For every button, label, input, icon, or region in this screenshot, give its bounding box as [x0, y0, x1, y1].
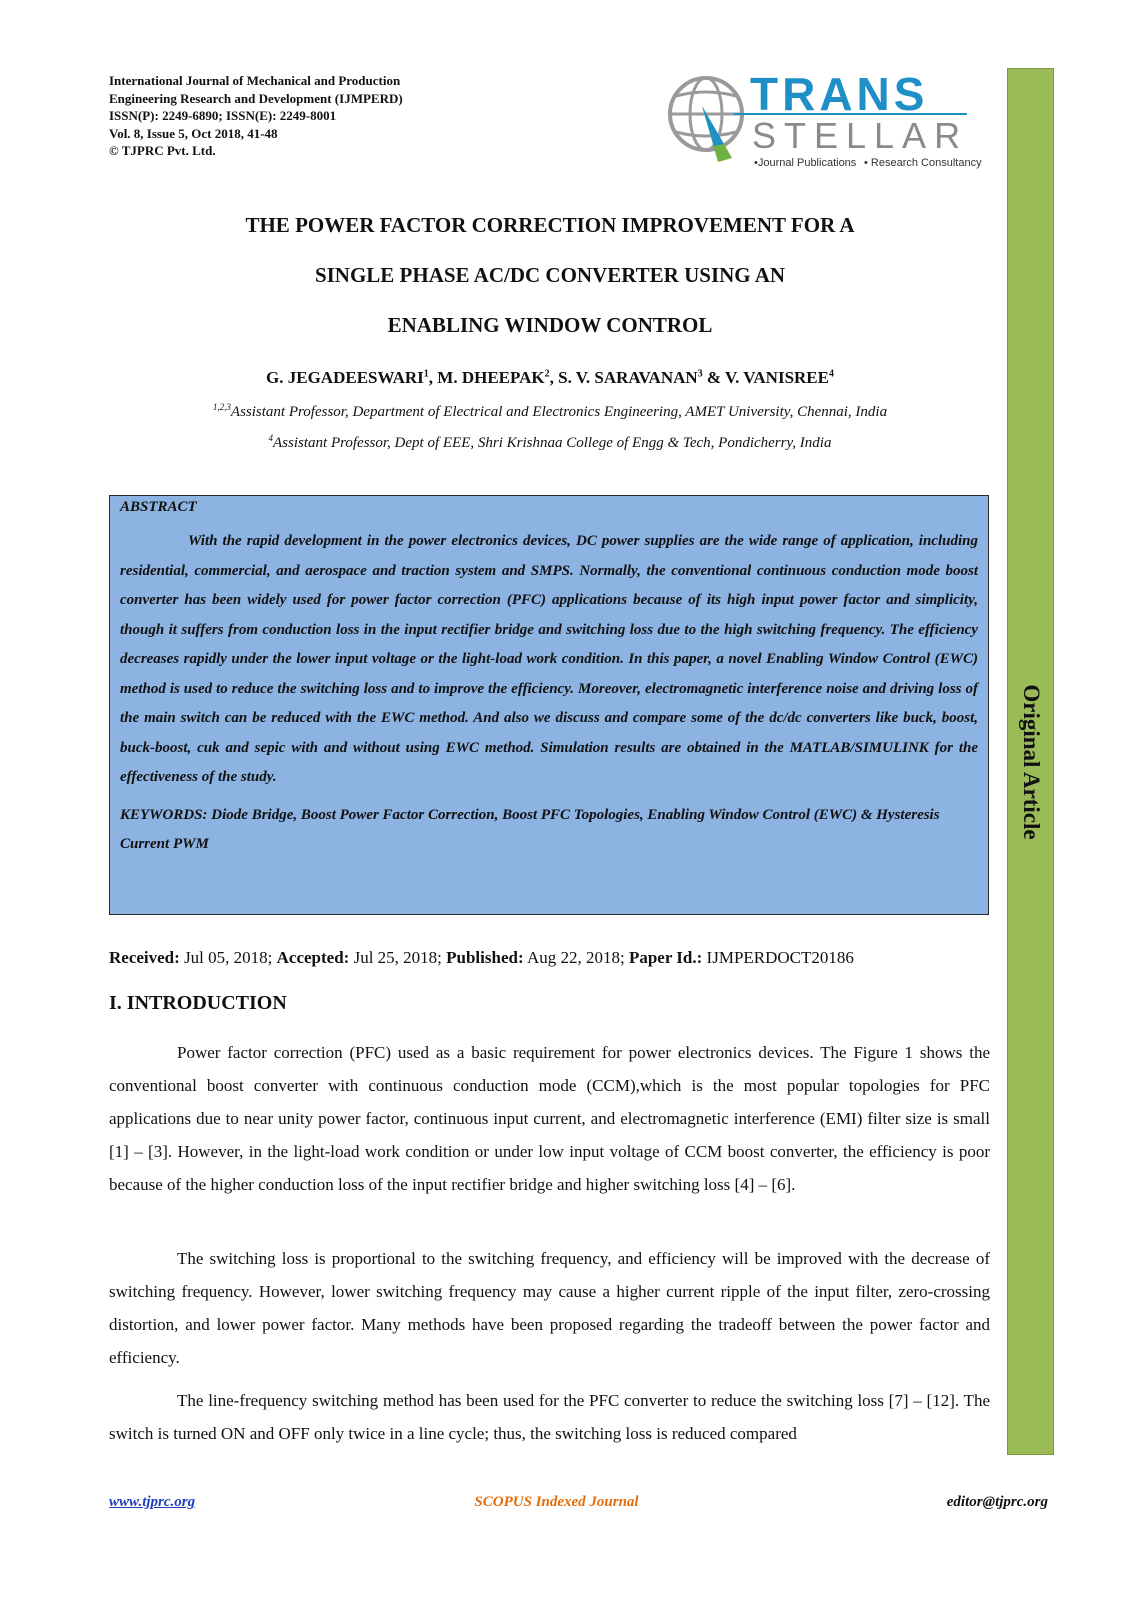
- logo-word-trans: TRANS: [750, 68, 929, 120]
- journal-issn: ISSN(P): 2249-6890; ISSN(E): 2249-8001: [109, 108, 337, 123]
- footer-email: editor@tjprc.org: [946, 1494, 1048, 1510]
- author-name: G. JEGADEESWARI: [266, 368, 424, 387]
- trans-stellar-logo: [662, 66, 992, 170]
- author-name: V. VANISREE: [725, 368, 829, 387]
- keywords: [120, 801, 978, 860]
- logo-word-stellar: STELLAR: [752, 115, 969, 156]
- affiliation-1: [100, 402, 1000, 421]
- affiliation-text: Assistant Professor, Dept of EEE, Shri Krishnaa College of Engg & Tech, Pondicherry, India: [273, 435, 832, 451]
- authors: G. JEGADEESWARI$^1$, M. DHEEPAK$^2$, S. V. SARAVANAN$^3$ & V. VANISREE$^4$: [266, 368, 834, 387]
- journal-info: [109, 72, 589, 160]
- author-name: S. V. SARAVANAN: [558, 368, 698, 387]
- author-sup: 1: [423, 368, 429, 380]
- accepted-date: Jul 25, 2018;: [353, 948, 442, 967]
- section-heading: I. INTRODUCTION: [109, 992, 287, 1014]
- published-date: Aug 22, 2018;: [526, 948, 625, 967]
- journal-name-line1: International Journal of Mechanical and Production: [109, 73, 401, 88]
- footer-website-link[interactable]: www.tjprc.org: [109, 1494, 196, 1510]
- author-sup: 2: [544, 368, 550, 380]
- affiliation-sup: 4: [268, 433, 274, 443]
- paper-id: IJMPERDOCT20186: [706, 948, 854, 967]
- abstract-box: [109, 495, 989, 915]
- article-type-label: Original Article: [1018, 683, 1044, 840]
- author-name: M. DHEEPAK: [437, 368, 545, 387]
- received-date: Jul 05, 2018;: [184, 948, 273, 967]
- paragraph: Power factor correction (PFC) used as a basic requirement for power electronics devices. The Figure 1 shows the conventional boost converter with continuous conduction mode (CCM),which is the most popular topologies for PFC applications due to near unity power factor, continuous input current, and electromagnetic interference (EMI) filter size is small [1] – [3]. However, in the light-load work condition or under low input voltage of CCM boost converter, the efficiency is poor because of the higher conduction loss of the input rectifier bridge and higher switching loss [4] – [6].: [109, 1043, 990, 1194]
- paragraph: The switching loss is proportional to the switching frequency, and efficiency will be improved with the decrease of switching frequency. However, lower switching frequency may cause a higher current ripple of the input filter, zero-crossing distortion, and lower power factor. Many methods have been proposed regarding the tradeoff between the power factor and efficiency.: [109, 1249, 990, 1367]
- article-type-sidebar: [1007, 68, 1054, 1455]
- affiliation-text: Assistant Professor, Department of Electrical and Electronics Engineering, AMET University, Chennai, India: [230, 404, 888, 420]
- title-line-3: ENABLING WINDOW CONTROL: [387, 313, 713, 337]
- globe-icon: [670, 78, 742, 162]
- title-line-2: SINGLE PHASE AC/DC CONVERTER USING AN: [314, 263, 786, 287]
- footer-index-label: SCOPUS Indexed Journal: [474, 1494, 639, 1510]
- title-line-1: THE POWER FACTOR CORRECTION IMPROVEMENT FOR A: [245, 213, 855, 237]
- author-sup: 4: [828, 368, 834, 380]
- logo-tag-journal: •Journal Publications: [754, 157, 857, 169]
- abstract-text: With the rapid development in the power electronics devices, DC power supplies are the wide range of application, including residential, commercial, and aerospace and traction system and SMPS. Normally, the conventional continuous conduction mode boost converter has been widely used for power factor correction (PFC) applications because of its high input power factor and simplicity, though it suffers from conduction loss in the input rectifier bridge and switching loss due to the high switching frequency. The efficiency decreases rapidly under the lower input voltage or the light-load work condition. In this paper, a novel Enabling Window Control (EWC) method is used to reduce the switching loss and to improve the efficiency. Moreover, electromagnetic interference noise and driving loss of the main switch can be reduced with the EWC method. And also we discuss and compare some of the dc/dc converters like buck, boost, buck-boost, cuk and sepic with and without using EWC method. Simulation results are obtained in the MATLAB/SIMULINK for the effectiveness of the study.: [120, 533, 978, 785]
- paragraph: The line-frequency switching method has been used for the PFC converter to reduce the switching loss [7] – [12]. The switch is turned ON and OFF only twice in a line cycle; thus, the switching loss is reduced compared: [109, 1391, 990, 1443]
- author-sup: 3: [697, 368, 703, 380]
- affiliation-sup: 1,2,3: [212, 402, 231, 412]
- journal-copyright: © TJPRC Pvt. Ltd.: [109, 143, 216, 158]
- journal-volume: Vol. 8, Issue 5, Oct 2018, 41-48: [109, 125, 278, 141]
- publication-dates: Received: Jul 05, 2018; Accepted: Jul 25, 2018; Published: Aug 22, 2018; Paper Id.: IJMPERDOCT20186: [109, 948, 854, 967]
- logo-tag-research: • Research Consultancy: [864, 157, 982, 169]
- affiliation-2: [100, 433, 1000, 452]
- abstract-heading: ABSTRACT: [120, 499, 197, 515]
- keywords-text: Diode Bridge, Boost Power Factor Correction, Boost PFC Topologies, Enabling Window Control (EWC) & Hysteresis Current PWM: [120, 806, 940, 852]
- keywords-label: KEYWORDS:: [120, 806, 208, 823]
- journal-name-line2: Engineering Research and Development (IJMPERD): [109, 90, 403, 106]
